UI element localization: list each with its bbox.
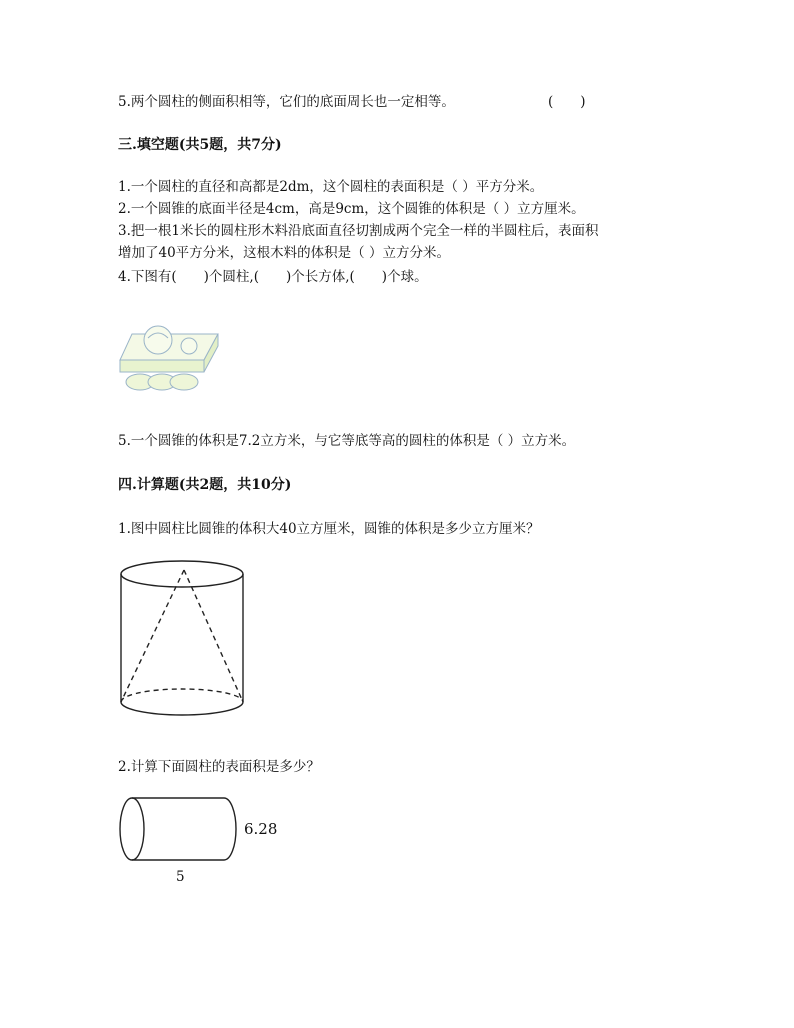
horizontal-cylinder-figure (118, 796, 238, 868)
answer-parentheses: ( ) (548, 94, 586, 110)
fill-question-1: 1.一个圆柱的直径和高都是2dm，这个圆柱的表面积是（ ）平方分米。 (118, 179, 544, 195)
cylinder-left-end (120, 798, 144, 860)
fill-question-2: 2.一个圆锥的底面半径是4cm，高是9cm，这个圆锥的体积是（ ）立方厘米。 (118, 201, 585, 217)
cylinder-cone-figure (118, 558, 250, 722)
shapes-figure (118, 320, 222, 396)
section-title-fill-blank: 三.填空题(共5题，共7分) (118, 137, 282, 153)
calc-question-1: 1.图中圆柱比圆锥的体积大40立方厘米，圆锥的体积是多少立方厘米？ (118, 521, 540, 537)
calc-question-2: 2.计算下面圆柱的表面积是多少？ (118, 759, 320, 775)
fill-question-5: 5.一个圆锥的体积是7.2立方米，与它等底等高的圆柱的体积是（ ）立方米。 (118, 433, 576, 449)
section-title-calculation: 四.计算题(共2题，共10分) (118, 477, 292, 493)
sphere-shape-large (144, 326, 172, 354)
length-label: 5 (176, 869, 185, 885)
cylinder-bottom-back (121, 689, 243, 702)
cuboid-front (120, 360, 204, 372)
height-label: 6.28 (244, 820, 278, 838)
cylinder-right-end (224, 798, 236, 860)
fill-question-3-line-2: 增加了40平方分米，这根木料的体积是（ ）立方分米。 (118, 245, 450, 261)
cylinder-shape (170, 374, 198, 390)
judge-question-5-text: 5.两个圆柱的侧面积相等，它们的底面周长也一定相等。 (118, 94, 455, 110)
cylinder-bottom-front (121, 702, 243, 715)
fill-question-4: 4.下图有( )个圆柱,( )个长方体,( )个球。 (118, 269, 428, 285)
sphere-shape-small (181, 338, 197, 354)
cone-right-edge (184, 570, 243, 702)
judge-question-5 (118, 93, 455, 111)
fill-question-3-line-1: 3.把一根1米长的圆柱形木料沿底面直径切割成两个完全一样的半圆柱后，表面积 (118, 223, 599, 239)
cone-left-edge (121, 570, 184, 702)
